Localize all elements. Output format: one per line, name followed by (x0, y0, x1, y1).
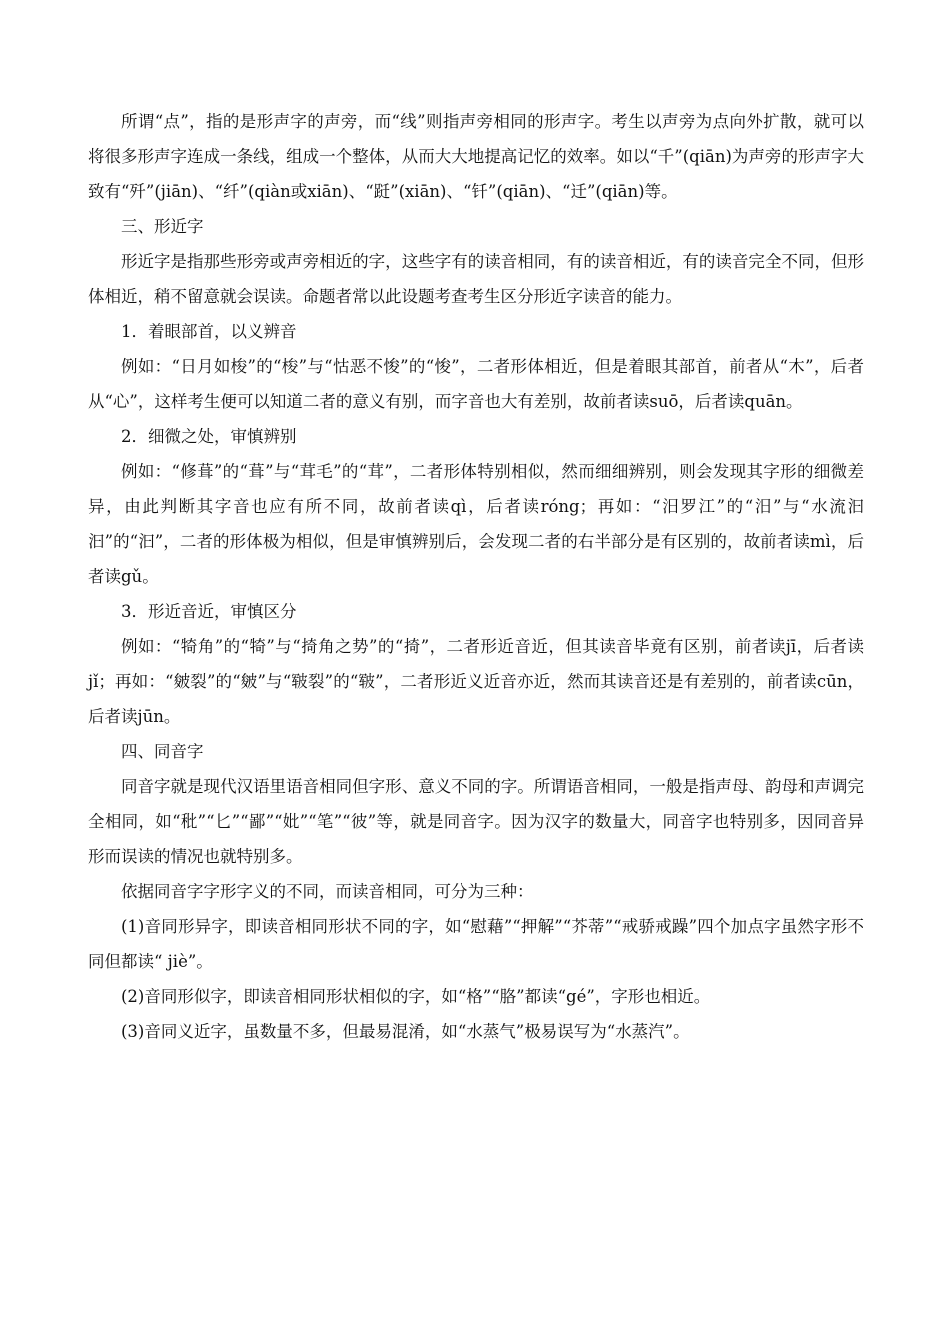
list-item-2: (2)音同形似字，即读音相同形状相似的字，如“格”“胳”都读“gé”，字形也相近。 (121, 987, 711, 1006)
document-body (88, 104, 864, 1049)
paragraph-dian-xian: 所谓“点”，指的是形声字的声旁，而“线”则指声旁相同的形声字。考生以声旁为点向外扩散，就可以将很多形声字连成一条线，组成一个整体，从而大大地提高记忆的效率。如以“千”(qiān)为声旁的形声字大致有“歼”(jiān)、“纤”(qiàn或xiān)、“跹”(xiān)、“钎”(qiān)、“迁”(qiān)等。 (88, 112, 864, 201)
paragraph-three-types: 依据同音字字形字义的不同，而读音相同，可分为三种： (121, 882, 534, 901)
subheading-3: 3．形近音近，审慎区分 (121, 602, 297, 621)
subheading-1: 1．着眼部首，以义辨音 (121, 322, 297, 341)
paragraph-example-1: 例如：“日月如梭”的“梭”与“怙恶不悛”的“悛”，二者形体相近，但是着眼其部首，前者从“木”，后者从“心”，这样考生便可以知道二者的意义有别，而字音也大有差别，故前者读suō，后者读quān。 (88, 357, 864, 411)
heading-tongyinzi: 四、同音字 (121, 742, 204, 761)
list-item-3: (3)音同义近字，虽数量不多，但最易混淆，如“水蒸气”极易误写为“水蒸汽”。 (121, 1022, 690, 1041)
paragraph-example-3: 例如：“犄角”的“犄”与“掎角之势”的“掎”，二者形近音近，但其读音毕竟有区别，前者读jī，后者读jǐ；再如：“皴裂”的“皴”与“皲裂”的“皲”，二者形近义近音亦近，然而其读音还是有差别的，前者读cūn，后者读jūn。 (88, 637, 864, 726)
paragraph-xingjinzi-definition: 形近字是指那些形旁或声旁相近的字，这些字有的读音相同，有的读音相近，有的读音完全不同，但形体相近，稍不留意就会误读。命题者常以此设题考查考生区分形近字读音的能力。 (88, 252, 864, 306)
heading-xingjinzi: 三、形近字 (121, 217, 204, 236)
paragraph-example-2: 例如：“修葺”的“葺”与“茸毛”的“茸”，二者形体特别相似，然而细细辨别，则会发现其字形的细微差异，由此判断其字音也应有所不同，故前者读qì，后者读róng；再如：“汨罗江”的“汨”与“水流汩汩”的“汩”，二者的形体极为相似，但是审慎辨别后，会发现二者的右半部分是有区别的，故前者读mì，后者读gǔ。 (88, 462, 864, 586)
subheading-2: 2．细微之处，审慎辨别 (121, 427, 297, 446)
list-item-1: (1)音同形异字，即读音相同形状不同的字，如“慰藉”“押解”“芥蒂”“戒骄戒躁”四个加点字虽然字形不同但都读“ jiè”。 (88, 917, 864, 971)
paragraph-tongyinzi-definition: 同音字就是现代汉语里语音相同但字形、意义不同的字。所谓语音相同，一般是指声母、韵母和声调完全相同，如“秕”“匕”“鄙”“妣”“笔”“彼”等，就是同音字。因为汉字的数量大，同音字也特别多，因同音异形而误读的情况也就特别多。 (88, 777, 864, 866)
